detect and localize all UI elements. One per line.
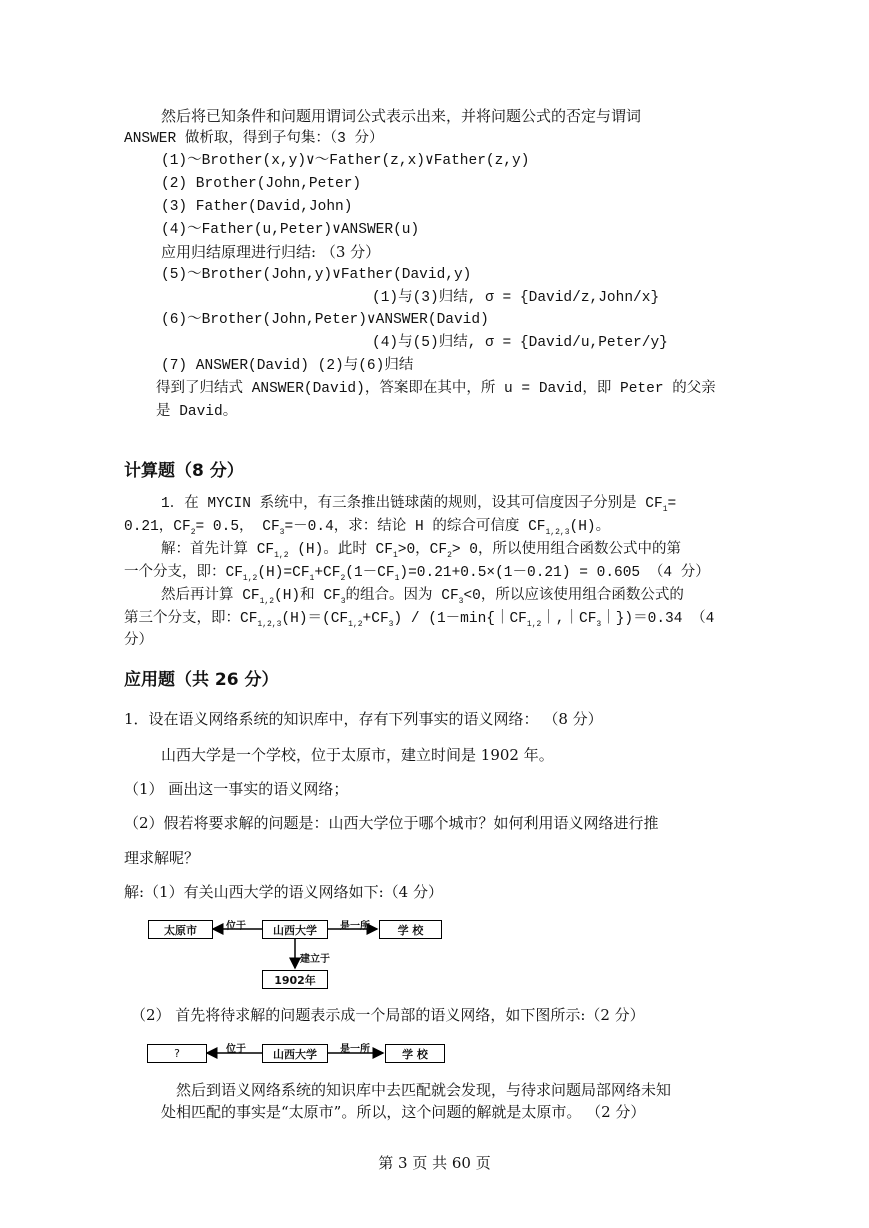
conclusion-line1: 得到了归结式 ANSWER(David)，答案即在其中，所 u = David，即 Peter 的父亲 (156, 381, 716, 397)
clause-6-note: (4)与(5)归结, σ = {David/u,Peter/y} (372, 335, 668, 351)
conclusion-line2: 是 David。 (156, 404, 238, 420)
clause-1: (1)～Brother(x,y)∨～Father(z,x)∨Father(z,y) (161, 153, 530, 169)
calc-solution-line1: 解：首先计算 $CF_{1,2}$ (H)。此时 $CF_1>0$，$CF_2> 0$，所以使用组合函数公式中的第 (161, 542, 681, 560)
label-founded-in: 建立于 (300, 954, 330, 965)
app-question: 1．设在语义网络系统的知识库中，存有下列事实的语义网络： （8 分） (124, 710, 603, 728)
calc-heading: 计算题（8 分） (124, 461, 244, 481)
calc-question-line2: 0.21，$CF_2= 0.5$， $CF_3=-0.4$，求：结论 H 的综合可信度 $CF_{1,2,3}(H)$。 (124, 519, 611, 537)
calc-solution-line5: 分） (124, 633, 153, 649)
clause-6: (6)～Brother(John,Peter)∨ANSWER(David) (161, 312, 489, 328)
query-node-school: 学 校 (385, 1044, 445, 1063)
node-year-1902: 1902年 (262, 970, 328, 989)
app-subquestion-1: （1） 画出这一事实的语义网络； (124, 780, 349, 798)
label-is-a: 是一所 (340, 921, 370, 932)
calc-question-line1: 1．在 MYCIN 系统中，有三条推出链球菌的规则，设其可信度因子分别是 $CF_1=$ (161, 496, 677, 514)
page-footer: 第 3 页 共 60 页 (378, 1154, 491, 1172)
apply-resolution: 应用归结原理进行归结: （3 分） (161, 243, 381, 261)
query-label-located-in: 位于 (226, 1044, 246, 1055)
node-shanxi-university: 山西大学 (262, 920, 328, 939)
app-subquestion-2-line1: （2）假若将要求解的问题是：山西大学位于哪个城市？如何利用语义网络进行推 (124, 814, 659, 832)
calc-solution-line4: 第三个分支，即：$CF_{1,2,3}(H)=(CF_{1,2}+CF_3)$ / $(1-\min\{|CF_{1,2}|,|CF_3|\})=0.34$ （4 (124, 611, 715, 629)
app-answer-3-line1: 然后到语义网络系统的知识库中去匹配就会发现，与待求问题局部网络未知 (176, 1081, 672, 1099)
label-located-in: 位于 (226, 921, 246, 932)
app-answer-3-line2: 处相匹配的事实是“太原市”。所以，这个问题的解就是太原市。 （2 分） (161, 1103, 646, 1121)
query-node-shanxi-university: 山西大学 (262, 1044, 328, 1063)
node-school: 学 校 (379, 920, 442, 939)
app-fact: 山西大学是一个学校，位于太原市，建立时间是 1902 年。 (161, 746, 554, 764)
calc-solution-line3: 然后再计算 $CF_{1,2}(H)$和 $CF_3$的组合。因为 $CF_3<0$，所以应该使用组合函数公式的 (161, 588, 684, 606)
clause-2: (2) Brother(John,Peter) (161, 176, 362, 192)
clause-3: (3) Father(David,John) (161, 199, 353, 215)
clause-7: (7) ANSWER(David) (2)与(6)归结 (161, 358, 414, 374)
app-heading: 应用题（共 26 分） (124, 670, 279, 690)
app-subquestion-2-line2: 理求解呢？ (124, 849, 200, 867)
clause-5: (5)～Brother(John,y)∨Father(David,y) (161, 267, 472, 283)
calc-solution-line2: 一个分支，即：$CF_{1,2}(H)=CF_1+CF_2(1-CF_1)=0.21+0.5\times(1-0.21) = 0.605$ （4 分） (124, 565, 710, 583)
para-intro-line2: ANSWER 做析取，得到子句集：（3 分） (124, 131, 384, 147)
node-unknown: ? (147, 1044, 207, 1063)
para-intro-line1: 然后将已知条件和问题用谓词公式表示出来，并将问题公式的否定与谓词 (161, 107, 642, 125)
clause-5-note: (1)与(3)归结, σ = {David/z,John/x} (372, 290, 660, 306)
clause-4: (4)～Father(u,Peter)∨ANSWER(u) (161, 222, 420, 238)
app-answer-1: 解:（1）有关山西大学的语义网络如下:（4 分） (124, 883, 443, 901)
node-taiyuan: 太原市 (148, 920, 213, 939)
query-label-is-a: 是一所 (340, 1044, 370, 1055)
app-answer-2: （2） 首先将待求解的问题表示成一个局部的语义网络，如下图所示:（2 分） (131, 1006, 645, 1024)
